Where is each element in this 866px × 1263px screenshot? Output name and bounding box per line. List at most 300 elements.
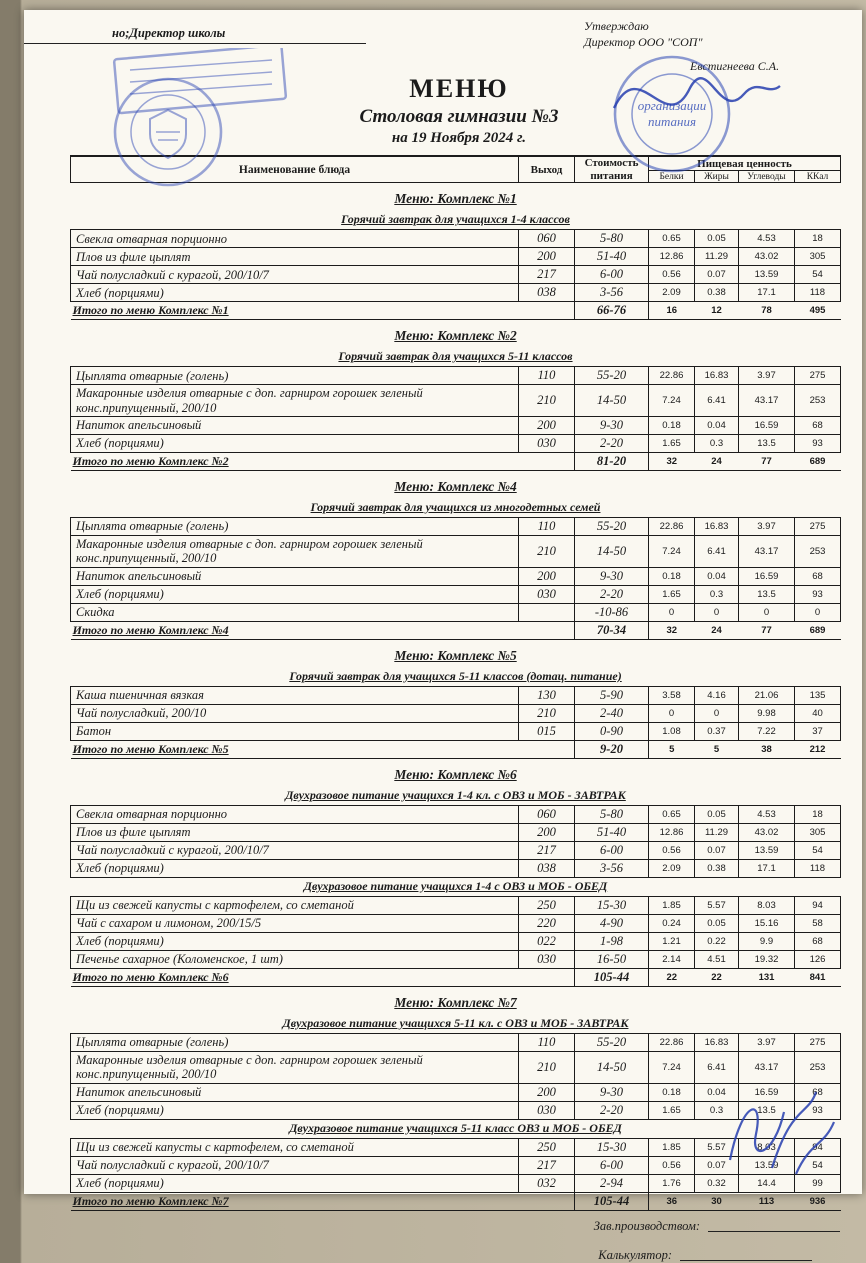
dish-output: 030 [519, 435, 575, 453]
dish-name: Цыплята отварные (голень) [71, 1033, 519, 1051]
menu-dish-row [71, 950, 841, 968]
dish-fat: 0.38 [695, 284, 739, 302]
dish-name: Чай полусладкий, 200/10 [71, 704, 519, 722]
total-carbs: 77 [739, 621, 795, 639]
dish-output: 130 [519, 686, 575, 704]
menu-dish-row [71, 859, 841, 877]
menu-group-subtitle-row [71, 211, 841, 230]
menu-group-subtitle-row [71, 1015, 841, 1034]
total-protein: 32 [649, 453, 695, 471]
dish-fat: 0.32 [695, 1174, 739, 1192]
total-protein: 36 [649, 1192, 695, 1210]
dish-output: 032 [519, 1174, 575, 1192]
dish-kcal: 94 [795, 896, 841, 914]
section-title: Меню: Комплекс №1 [394, 191, 517, 207]
dish-output [519, 603, 575, 621]
group-subtitle: Горячий завтрак для учащихся 5-11 классов (дотац. питание) [289, 668, 622, 683]
menu-dish-row [71, 722, 841, 740]
menu-dish-row [71, 896, 841, 914]
dish-protein: 7.24 [649, 1051, 695, 1083]
total-protein: 22 [649, 968, 695, 986]
menu-table-body [71, 183, 841, 1210]
dish-cost: 2-20 [575, 435, 649, 453]
dish-protein: 22.86 [649, 367, 695, 385]
manager-signature-line [708, 1219, 840, 1232]
menu-dish-row [71, 603, 841, 621]
dish-kcal: 68 [795, 932, 841, 950]
dish-kcal: 68 [795, 567, 841, 585]
dish-fat: 0.05 [695, 914, 739, 932]
dish-fat: 16.83 [695, 367, 739, 385]
dish-cost: 51-40 [575, 248, 649, 266]
menu-dish-row [71, 536, 841, 568]
dish-carbs: 13.59 [739, 841, 795, 859]
dish-kcal: 253 [795, 385, 841, 417]
menu-dish-row [71, 686, 841, 704]
dish-protein: 0.56 [649, 1156, 695, 1174]
dish-cost: 15-30 [575, 1138, 649, 1156]
dish-fat: 0 [695, 704, 739, 722]
dish-protein: 0.18 [649, 417, 695, 435]
dish-protein: 12.86 [649, 248, 695, 266]
approver-name: Евстигнеева С.А. [690, 59, 780, 74]
dish-cost: 55-20 [575, 518, 649, 536]
dish-carbs: 3.97 [739, 1033, 795, 1051]
dish-fat: 5.57 [695, 896, 739, 914]
dish-kcal: 54 [795, 266, 841, 284]
dish-output: 250 [519, 896, 575, 914]
dish-carbs: 13.5 [739, 1101, 795, 1119]
dish-carbs: 19.32 [739, 950, 795, 968]
dish-kcal: 54 [795, 1156, 841, 1174]
dish-output: 038 [519, 859, 575, 877]
dish-kcal: 126 [795, 950, 841, 968]
total-label: Итого по меню Комплекс №2 [71, 453, 575, 471]
dish-output: 022 [519, 932, 575, 950]
menu-group-subtitle-row [71, 348, 841, 367]
menu-group-subtitle-row [71, 499, 841, 518]
dish-protein: 1.21 [649, 932, 695, 950]
dish-kcal: 93 [795, 585, 841, 603]
dish-fat: 6.41 [695, 536, 739, 568]
dish-carbs: 4.53 [739, 805, 795, 823]
menu-dish-row [71, 385, 841, 417]
dish-fat: 0.07 [695, 841, 739, 859]
menu-section-title-row [71, 639, 841, 668]
dish-kcal: 305 [795, 248, 841, 266]
dish-protein: 1.65 [649, 435, 695, 453]
dish-output: 060 [519, 805, 575, 823]
dish-carbs: 3.97 [739, 518, 795, 536]
dish-output: 220 [519, 914, 575, 932]
dish-cost: 9-30 [575, 567, 649, 585]
dish-fat: 0.05 [695, 230, 739, 248]
dish-fat: 0.38 [695, 859, 739, 877]
dish-cost: 5-80 [575, 805, 649, 823]
total-cost: 105-44 [575, 1192, 649, 1210]
dish-output: 030 [519, 1101, 575, 1119]
menu-dish-row [71, 248, 841, 266]
dish-name: Напиток апельсиновый [71, 567, 519, 585]
column-header-name: Наименование блюда [71, 156, 519, 183]
dish-name: Плов из филе цыплят [71, 823, 519, 841]
dish-protein: 22.86 [649, 1033, 695, 1051]
dish-carbs: 16.59 [739, 1083, 795, 1101]
dish-kcal: 0 [795, 603, 841, 621]
dish-cost: 5-90 [575, 686, 649, 704]
dish-name: Напиток апельсиновый [71, 1083, 519, 1101]
dish-kcal: 68 [795, 417, 841, 435]
dish-carbs: 15.16 [739, 914, 795, 932]
menu-total-row [71, 621, 841, 639]
dish-kcal: 18 [795, 805, 841, 823]
total-label: Итого по меню Комплекс №6 [71, 968, 575, 986]
manager-label: Зав.производством: [593, 1218, 700, 1233]
dish-name: Макаронные изделия отварные с доп. гарниром горошек зеленый конс.припущенный, 200/10 [71, 385, 519, 417]
dish-cost: 55-20 [575, 367, 649, 385]
dish-kcal: 275 [795, 518, 841, 536]
dish-carbs: 13.5 [739, 585, 795, 603]
column-header-nutrition: Пищевая ценность [649, 156, 841, 171]
dish-kcal: 93 [795, 435, 841, 453]
dish-cost: 14-50 [575, 1051, 649, 1083]
dish-cost: 0-90 [575, 722, 649, 740]
column-header-cost [575, 156, 649, 183]
menu-dish-row [71, 1033, 841, 1051]
dish-fat: 4.51 [695, 950, 739, 968]
total-label: Итого по меню Комплекс №7 [71, 1192, 575, 1210]
dish-kcal: 253 [795, 1051, 841, 1083]
dish-output: 200 [519, 567, 575, 585]
dish-output: 200 [519, 823, 575, 841]
menu-dish-row [71, 1101, 841, 1119]
dish-carbs: 16.59 [739, 567, 795, 585]
dish-carbs: 43.02 [739, 823, 795, 841]
document-page [24, 10, 862, 1262]
dish-protein: 2.09 [649, 859, 695, 877]
dish-protein: 0.56 [649, 841, 695, 859]
dish-carbs: 43.17 [739, 1051, 795, 1083]
dish-fat: 6.41 [695, 1051, 739, 1083]
dish-fat: 4.16 [695, 686, 739, 704]
menu-dish-row [71, 914, 841, 932]
document-date: на 19 Ноября 2024 г. [391, 130, 527, 146]
dish-output: 210 [519, 704, 575, 722]
dish-name: Плов из филе цыплят [71, 248, 519, 266]
dish-output: 030 [519, 950, 575, 968]
total-carbs: 77 [739, 453, 795, 471]
menu-section-title-row [71, 758, 841, 787]
dish-kcal: 118 [795, 284, 841, 302]
total-cost: 66-76 [575, 302, 649, 320]
dish-kcal: 54 [795, 841, 841, 859]
dish-carbs: 43.02 [739, 248, 795, 266]
dish-protein: 1.65 [649, 585, 695, 603]
total-cost: 70-34 [575, 621, 649, 639]
total-kcal: 212 [795, 740, 841, 758]
dish-name: Щи из свежей капусты с картофелем, со сметаной [71, 896, 519, 914]
calculator-signature-line [680, 1248, 812, 1261]
dish-name: Хлеб (порциями) [71, 1174, 519, 1192]
menu-table [70, 155, 841, 1211]
menu-dish-row [71, 1083, 841, 1101]
dish-name: Напиток апельсиновый [71, 417, 519, 435]
total-fat: 5 [695, 740, 739, 758]
dish-fat: 16.83 [695, 1033, 739, 1051]
calculator-label: Калькулятор: [598, 1247, 672, 1262]
dish-carbs: 13.59 [739, 1156, 795, 1174]
dish-kcal: 275 [795, 367, 841, 385]
section-title: Меню: Комплекс №7 [394, 994, 517, 1010]
total-carbs: 78 [739, 302, 795, 320]
group-subtitle: Двухразовое питание учащихся 1-4 с ОВЗ и МОБ - ОБЕД [303, 878, 608, 893]
dish-protein: 1.08 [649, 722, 695, 740]
dish-name: Щи из свежей капусты с картофелем, со сметаной [71, 1138, 519, 1156]
dish-cost: 5-80 [575, 230, 649, 248]
dish-protein: 12.86 [649, 823, 695, 841]
dish-protein: 1.85 [649, 896, 695, 914]
dish-cost: 15-30 [575, 896, 649, 914]
approve-word: Утверждаю [584, 19, 649, 33]
dish-kcal: 135 [795, 686, 841, 704]
dish-output: 060 [519, 230, 575, 248]
dish-carbs: 4.53 [739, 230, 795, 248]
catering-stamp-text-line1: организации [637, 98, 707, 113]
dish-output: 210 [519, 536, 575, 568]
dish-cost: 2-40 [575, 704, 649, 722]
total-kcal: 495 [795, 302, 841, 320]
dish-cost: 14-50 [575, 536, 649, 568]
dish-protein: 0.24 [649, 914, 695, 932]
dish-cost: 2-20 [575, 585, 649, 603]
dish-carbs: 7.22 [739, 722, 795, 740]
dish-carbs: 13.59 [739, 266, 795, 284]
menu-section-title-row [71, 986, 841, 1015]
dish-kcal: 37 [795, 722, 841, 740]
dish-cost: 6-00 [575, 841, 649, 859]
total-cost: 105-44 [575, 968, 649, 986]
dish-output: 038 [519, 284, 575, 302]
dish-carbs: 17.1 [739, 284, 795, 302]
dish-output: 200 [519, 1083, 575, 1101]
document-subtitle: Столовая гимназии №3 [359, 106, 559, 127]
dish-name: Макаронные изделия отварные с доп. гарниром горошек зеленый конс.припущенный, 200/10 [71, 536, 519, 568]
menu-dish-row [71, 1051, 841, 1083]
total-carbs: 38 [739, 740, 795, 758]
group-subtitle: Двухразовое питание учащихся 5-11 класс ОВЗ и МОБ - ОБЕД [289, 1120, 622, 1135]
menu-group-subtitle-row [71, 877, 841, 896]
dish-output: 217 [519, 266, 575, 284]
dish-fat: 0.04 [695, 1083, 739, 1101]
menu-dish-row [71, 585, 841, 603]
menu-dish-row [71, 704, 841, 722]
dish-protein: 0.65 [649, 805, 695, 823]
dish-name: Чай полусладкий с курагой, 200/10/7 [71, 266, 519, 284]
dish-protein: 0 [649, 603, 695, 621]
dish-fat: 16.83 [695, 518, 739, 536]
approve-org: Директор ООО "СОП" [584, 35, 703, 50]
dish-carbs: 13.5 [739, 435, 795, 453]
dish-name: Цыплята отварные (голень) [71, 518, 519, 536]
total-kcal: 689 [795, 453, 841, 471]
dish-protein: 0.56 [649, 266, 695, 284]
menu-dish-row [71, 435, 841, 453]
dish-output: 110 [519, 367, 575, 385]
dish-protein: 22.86 [649, 518, 695, 536]
approved-by-block [584, 18, 848, 75]
menu-section-title-row [71, 183, 841, 212]
total-protein: 32 [649, 621, 695, 639]
dish-cost: 9-30 [575, 417, 649, 435]
group-subtitle: Двухразовое питание учащихся 1-4 кл. с ОВЗ и МОБ - ЗАВТРАК [285, 787, 626, 802]
dish-cost: 14-50 [575, 385, 649, 417]
menu-group-subtitle-row [71, 787, 841, 806]
dish-name: Хлеб (порциями) [71, 284, 519, 302]
dish-protein: 7.24 [649, 385, 695, 417]
dish-output: 217 [519, 1156, 575, 1174]
dish-name: Чай с сахаром и лимоном, 200/15/5 [71, 914, 519, 932]
menu-dish-row [71, 1174, 841, 1192]
dish-cost: 55-20 [575, 1033, 649, 1051]
dish-output: 110 [519, 518, 575, 536]
dish-kcal: 58 [795, 914, 841, 932]
total-label: Итого по меню Комплекс №5 [71, 740, 575, 758]
dish-carbs: 8.03 [739, 1138, 795, 1156]
dish-output: 030 [519, 585, 575, 603]
dish-kcal: 118 [795, 859, 841, 877]
total-cost: 9-20 [575, 740, 649, 758]
dish-kcal: 93 [795, 1101, 841, 1119]
total-fat: 30 [695, 1192, 739, 1210]
menu-total-row [71, 1192, 841, 1210]
dish-fat: 0.3 [695, 435, 739, 453]
total-protein: 5 [649, 740, 695, 758]
dish-protein: 2.09 [649, 284, 695, 302]
column-header-kcal: ККал [795, 171, 841, 183]
dish-kcal: 305 [795, 823, 841, 841]
dish-output: 250 [519, 1138, 575, 1156]
dish-output: 217 [519, 841, 575, 859]
dish-cost: 16-50 [575, 950, 649, 968]
dish-kcal: 40 [795, 704, 841, 722]
dish-protein: 1.76 [649, 1174, 695, 1192]
dish-fat: 0 [695, 603, 739, 621]
dish-name: Батон [71, 722, 519, 740]
dish-protein: 0.18 [649, 1083, 695, 1101]
dish-cost: 51-40 [575, 823, 649, 841]
menu-dish-row [71, 518, 841, 536]
cost-header-line1: Стоимость [584, 157, 639, 169]
dish-kcal: 99 [795, 1174, 841, 1192]
dish-carbs: 3.97 [739, 367, 795, 385]
dish-output: 210 [519, 385, 575, 417]
dish-fat: 0.3 [695, 1101, 739, 1119]
group-subtitle: Горячий завтрак для учащихся 1-4 классов [341, 212, 570, 227]
dish-name: Хлеб (порциями) [71, 932, 519, 950]
total-kcal: 689 [795, 621, 841, 639]
dish-cost: 9-30 [575, 1083, 649, 1101]
dish-cost: 6-00 [575, 1156, 649, 1174]
dish-protein: 0.18 [649, 567, 695, 585]
calculator-signature-row [70, 1248, 840, 1263]
dish-fat: 0.07 [695, 1156, 739, 1174]
dish-fat: 0.3 [695, 585, 739, 603]
dish-output: 200 [519, 248, 575, 266]
total-cost: 81-20 [575, 453, 649, 471]
dish-output: 210 [519, 1051, 575, 1083]
menu-total-row [71, 302, 841, 320]
dish-name: Хлеб (порциями) [71, 585, 519, 603]
total-fat: 24 [695, 453, 739, 471]
dish-name: Чай полусладкий с курагой, 200/10/7 [71, 1156, 519, 1174]
dish-cost: 6-00 [575, 266, 649, 284]
dish-name: Свекла отварная порционно [71, 805, 519, 823]
menu-dish-row [71, 367, 841, 385]
dish-output: 015 [519, 722, 575, 740]
dish-name: Каша пшеничная вязкая [71, 686, 519, 704]
menu-total-row [71, 740, 841, 758]
dish-fat: 11.29 [695, 248, 739, 266]
dish-cost: 3-56 [575, 859, 649, 877]
dish-name: Хлеб (порциями) [71, 435, 519, 453]
dish-cost: 3-56 [575, 284, 649, 302]
total-kcal: 936 [795, 1192, 841, 1210]
dish-fat: 0.04 [695, 567, 739, 585]
dish-carbs: 9.9 [739, 932, 795, 950]
dish-fat: 5.57 [695, 1138, 739, 1156]
dish-fat: 0.37 [695, 722, 739, 740]
group-subtitle: Горячий завтрак для учащихся 5-11 классов [338, 349, 573, 364]
dish-name: Скидка [71, 603, 519, 621]
dish-name: Чай полусладкий с курагой, 200/10/7 [71, 841, 519, 859]
dish-cost: 2-94 [575, 1174, 649, 1192]
dish-cost: -10-86 [575, 603, 649, 621]
dish-carbs: 16.59 [739, 417, 795, 435]
menu-group-subtitle-row [71, 668, 841, 687]
total-label: Итого по меню Комплекс №1 [71, 302, 575, 320]
dish-carbs: 0 [739, 603, 795, 621]
dish-carbs: 8.03 [739, 896, 795, 914]
menu-dish-row [71, 823, 841, 841]
dish-carbs: 14.4 [739, 1174, 795, 1192]
dish-name: Печенье сахарное (Коломенское, 1 шт) [71, 950, 519, 968]
column-header-output: Выход [519, 156, 575, 183]
menu-dish-row [71, 1156, 841, 1174]
dish-name: Хлеб (порциями) [71, 1101, 519, 1119]
dish-cost: 1-98 [575, 932, 649, 950]
dish-kcal: 68 [795, 1083, 841, 1101]
total-carbs: 113 [739, 1192, 795, 1210]
dish-fat: 0.04 [695, 417, 739, 435]
dish-carbs: 43.17 [739, 385, 795, 417]
menu-dish-row [71, 932, 841, 950]
total-protein: 16 [649, 302, 695, 320]
dish-protein: 7.24 [649, 536, 695, 568]
dish-name: Цыплята отварные (голень) [71, 367, 519, 385]
dish-protein: 0 [649, 704, 695, 722]
menu-section-title-row [71, 471, 841, 500]
menu-group-subtitle-row [71, 1119, 841, 1138]
dish-fat: 0.22 [695, 932, 739, 950]
document-title: МЕНЮ [409, 74, 509, 103]
dish-kcal: 275 [795, 1033, 841, 1051]
menu-dish-row [71, 417, 841, 435]
dish-name: Макаронные изделия отварные с доп. гарниром горошек зеленый конс.припущенный, 200/10 [71, 1051, 519, 1083]
catering-stamp-text-line2: питания [647, 114, 697, 129]
column-header-fat: Жиры [695, 171, 739, 183]
column-header-protein: Белки [649, 171, 695, 183]
cost-header-line2: питания [590, 169, 633, 182]
